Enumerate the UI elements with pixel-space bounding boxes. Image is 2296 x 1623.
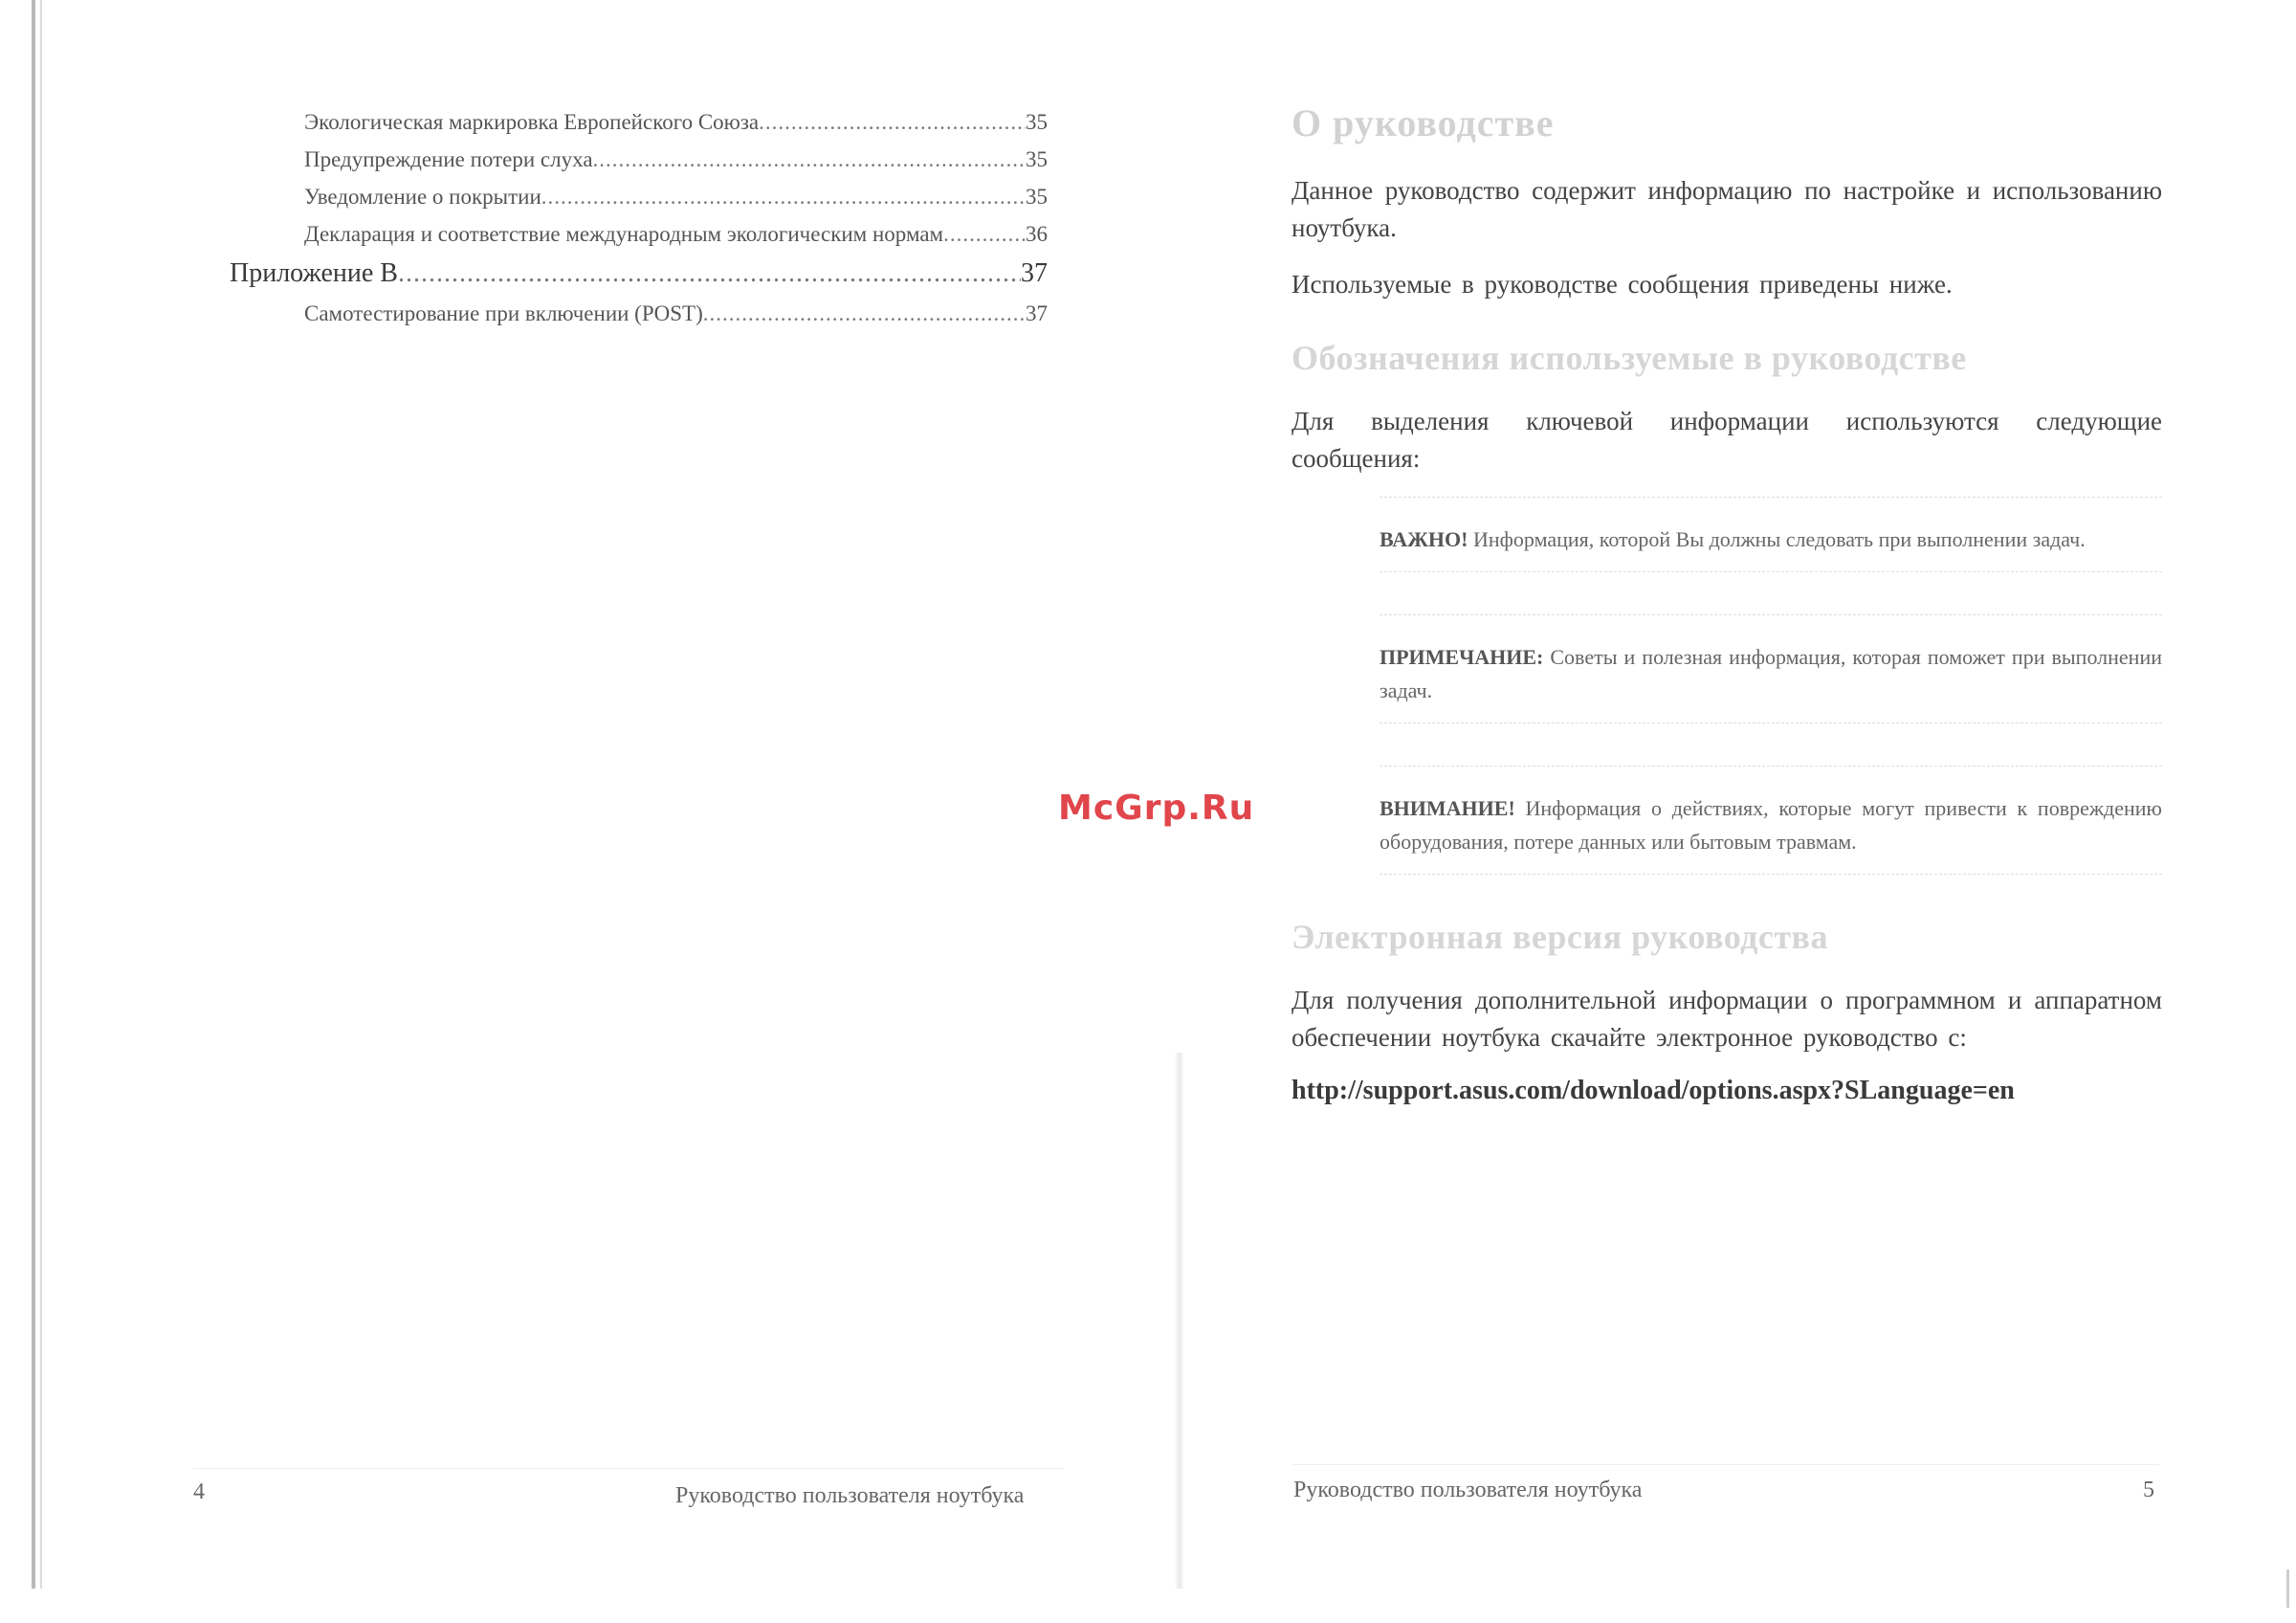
toc-entry-page: 35: [1026, 147, 1048, 171]
toc-entry-appendix[interactable]: [230, 253, 1048, 295]
footer-title-left: Руководство пользователя ноутбука: [675, 1483, 1025, 1508]
toc-entry-label: Уведомление о покрытии: [304, 185, 541, 209]
notice-important: [1380, 497, 2162, 572]
toc-entry-label: Предупреждение потери слуха: [304, 147, 593, 171]
toc-entry-label: Самотестирование при включении (POST): [304, 301, 703, 325]
notice-text: Информация, которой Вы должны следовать при выполнении задач.: [1468, 527, 2086, 551]
about-paragraph: Данное руководство содержит информацию по настройке и использованию ноутбука.: [1292, 176, 2162, 242]
notice-text: Информация о действиях, которые могут привести к повреждению оборудования, потере данных или бытовым травмам.: [1380, 796, 2162, 854]
toc-leader-dots: [759, 103, 1026, 141]
toc-entry-page: 35: [1026, 110, 1048, 134]
toc-entry-label: Приложение B: [230, 258, 398, 288]
notice-note: [1380, 614, 2162, 723]
binding-line-secondary: [40, 0, 42, 1589]
toc-leader-dots: [593, 141, 1026, 178]
toc-entry[interactable]: [304, 215, 1048, 253]
notice-tag: ПРИМЕЧАНИЕ:: [1380, 645, 1544, 669]
gutter-shadow: [1175, 1053, 1184, 1589]
toc-entry[interactable]: [304, 178, 1048, 215]
toc-leader-dots: [943, 215, 1026, 253]
page-edge-mark: [2286, 1569, 2289, 1608]
toc-leader-dots: [398, 253, 1021, 295]
footer-rule: [1293, 1464, 2159, 1465]
toc-entry-page: 35: [1026, 185, 1048, 209]
notice-tag: ВАЖНО!: [1380, 527, 1468, 551]
heading-electronic: Электронная версия руководства: [1292, 918, 1828, 956]
toc-entry-label: Декларация и соответствие международным экологическим нормам: [304, 222, 944, 246]
page-number-right: 5: [2143, 1478, 2154, 1502]
toc-entry-page: 37: [1026, 301, 1048, 325]
electronic-paragraph: Для получения дополнительной информации о программном и аппаратном обеспечении ноутбука скачайте электронное руководство с:: [1292, 986, 2162, 1052]
notice-list: [1380, 497, 2162, 875]
about-paragraph-2: Используемые в руководстве сообщения приведены ниже.: [1292, 270, 1953, 299]
page-number-left: 4: [193, 1479, 205, 1504]
toc-leader-dots: [703, 295, 1026, 332]
toc-entry[interactable]: [304, 295, 1048, 332]
watermark: McGrp.Ru: [1058, 789, 1255, 828]
toc-entry-page: 36: [1026, 222, 1048, 246]
footer-title-right: Руководство пользователя ноутбука: [1293, 1478, 1643, 1502]
table-of-contents: [230, 103, 1048, 332]
toc-entry[interactable]: [304, 103, 1048, 141]
notice-warning: [1380, 766, 2162, 875]
heading-notation: Обозначения используемые в руководстве: [1292, 339, 1967, 377]
notice-text: Советы и полезная информация, которая поможет при выполнении задач.: [1380, 645, 2162, 702]
heading-about: О руководстве: [1292, 101, 1555, 145]
toc-entry-page: 37: [1021, 258, 1048, 288]
toc-leader-dots: [541, 178, 1026, 215]
footer-rule: [193, 1468, 1064, 1469]
support-url-link[interactable]: http://support.asus.com/download/options.aspx?SLanguage=en: [1292, 1076, 2015, 1105]
right-page-content: [1292, 100, 2162, 1106]
toc-entry-label: Экологическая маркировка Европейского Союза: [304, 110, 760, 134]
toc-entry[interactable]: [304, 141, 1048, 178]
binding-line: [32, 0, 35, 1589]
notice-tag: ВНИМАНИЕ!: [1380, 796, 1515, 820]
notation-paragraph: Для выделения ключевой информации используются следующие сообщения:: [1292, 407, 2162, 473]
